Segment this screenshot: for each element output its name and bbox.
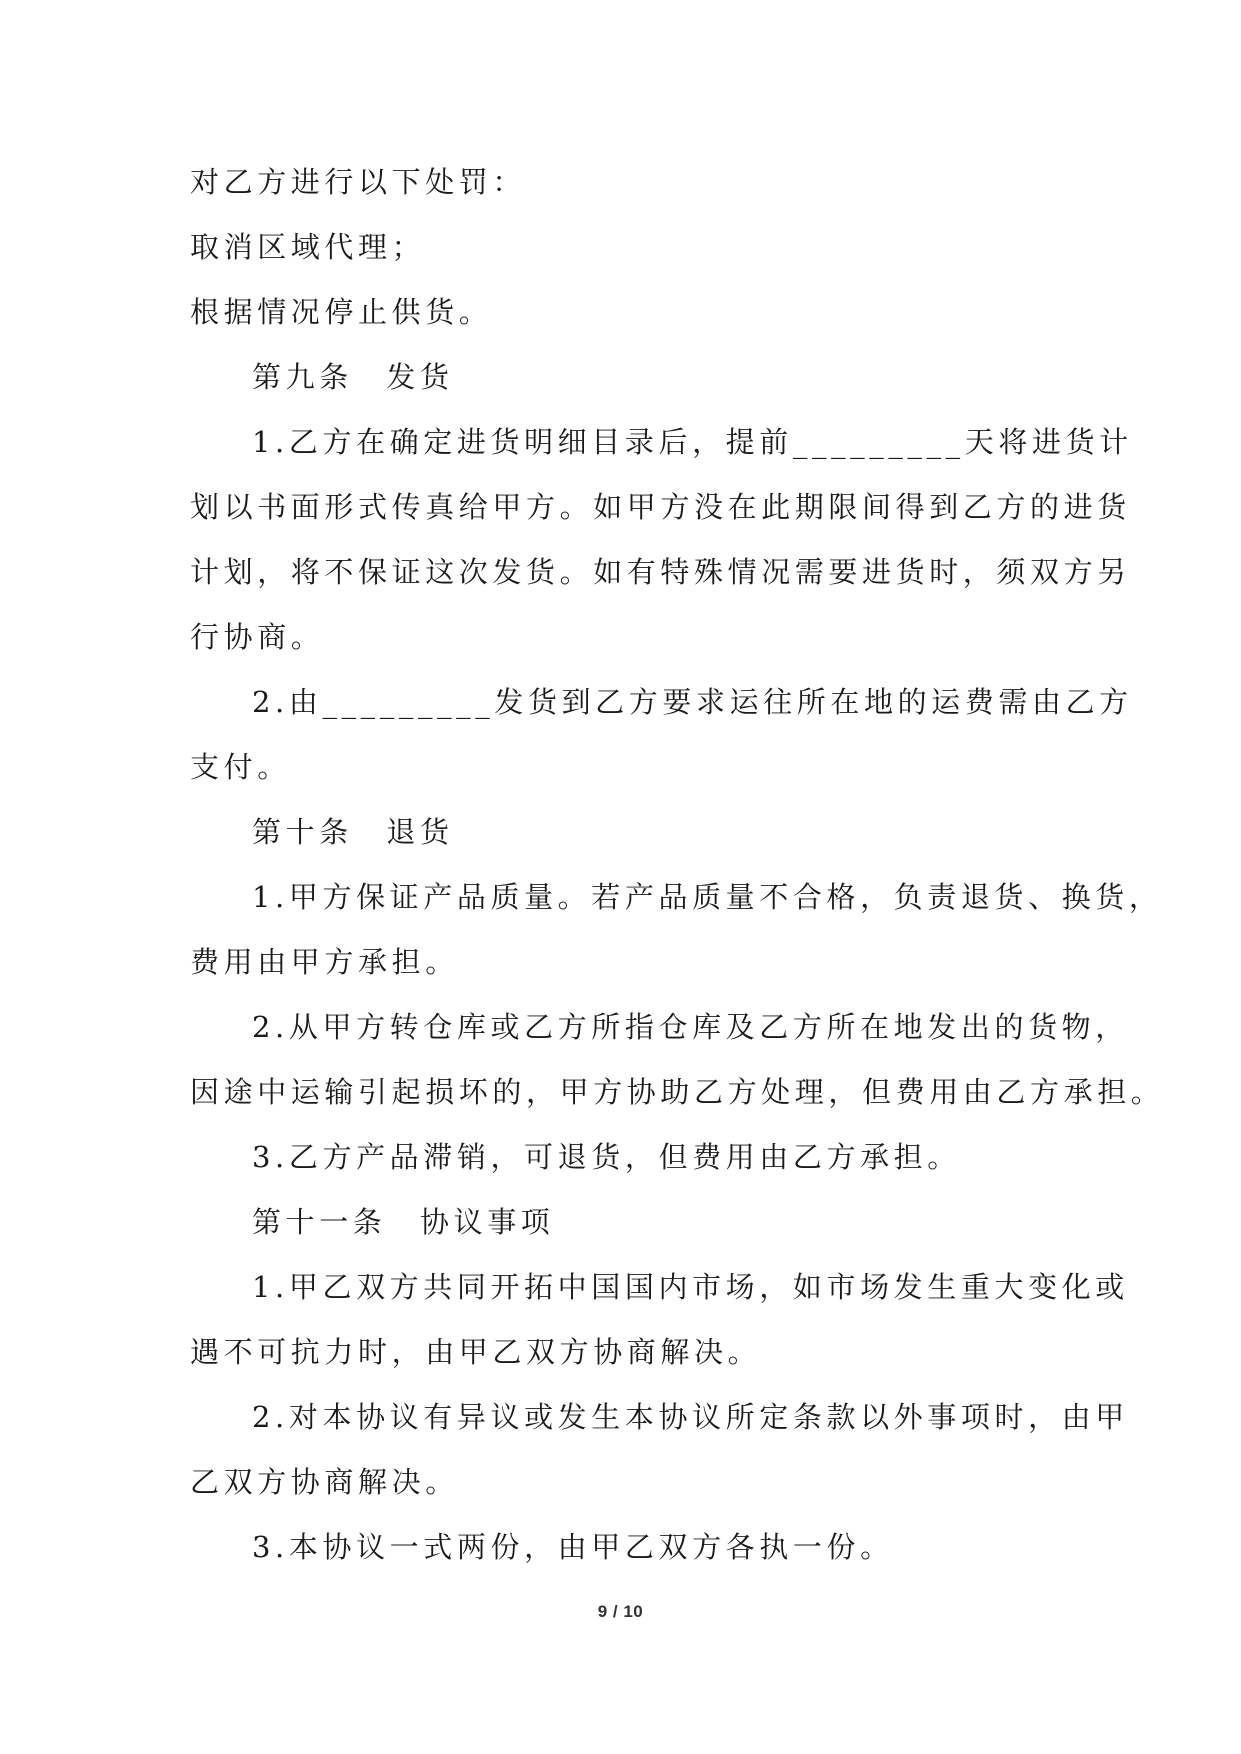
text-line: 2.从甲方转仓库或乙方所指仓库及乙方所在地发出的货物， (252, 1010, 1129, 1044)
text-line: 遇不可抗力时，由甲乙双方协商解决。 (190, 1335, 762, 1369)
text-line: 2.由_________发货到乙方要求运往所在地的运费需由乙方 (252, 685, 1133, 719)
text-line: 支付。 (190, 750, 291, 784)
text-line: 2.对本协议有异议或发生本协议所定条款以外事项时，由甲 (252, 1400, 1129, 1434)
text-line: 计划，将不保证这次发货。如有特殊情况需要进货时，须双方另 (190, 555, 1131, 589)
section-heading: 第十一条 协议事项 (252, 1205, 555, 1239)
text-line: 划以书面形式传真给甲方。如甲方没在此期限间得到乙方的进货 (190, 490, 1131, 524)
text-line: 对乙方进行以下处罚： (190, 165, 527, 199)
page-number: 9 / 10 (597, 1602, 644, 1621)
text-line: 费用由甲方承担。 (190, 945, 459, 979)
text-line: 乙双方协商解决。 (190, 1465, 459, 1499)
section-heading: 第十条 退货 (252, 815, 454, 849)
text-line: 因途中运输引起损坏的，甲方协助乙方处理，但费用由乙方承担。 (190, 1075, 1165, 1109)
text-line: 3.本协议一式两份，由甲乙双方各执一份。 (252, 1530, 894, 1564)
text-line: 根据情况停止供货。 (190, 295, 493, 329)
text-line: 行协商。 (190, 620, 325, 654)
text-line: 取消区域代理； (190, 230, 426, 264)
text-line: 1.甲方保证产品质量。若产品质量不合格，负责退货、换货， (252, 880, 1163, 914)
text-line: 1.甲乙双方共同开拓中国国内市场，如市场发生重大变化或 (252, 1270, 1129, 1304)
section-heading: 第九条 发货 (252, 360, 454, 394)
text-line: 1.乙方在确定进货明细目录后，提前_________天将进货计 (252, 425, 1133, 459)
text-line: 3.乙方产品滞销，可退货，但费用由乙方承担。 (252, 1140, 961, 1174)
